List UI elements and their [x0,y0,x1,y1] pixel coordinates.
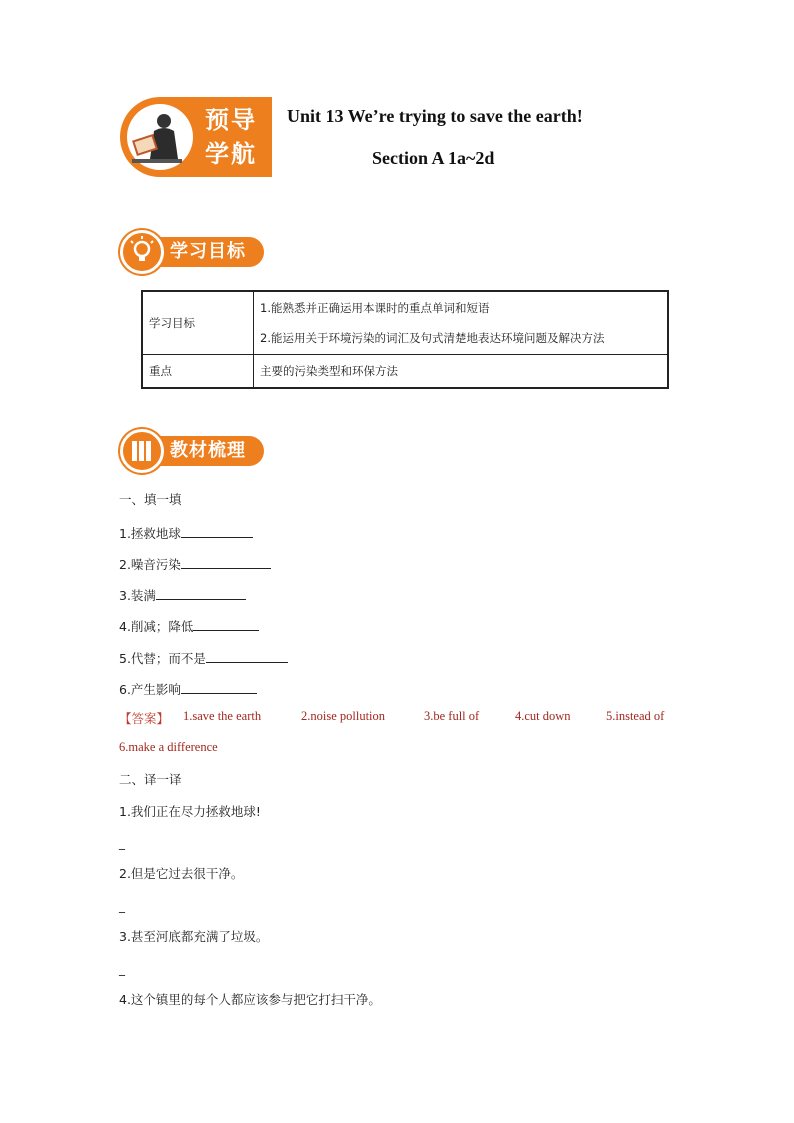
answer-text: 2.noise pollution [301,709,386,723]
answer-blank[interactable] [181,554,271,569]
unit-title: Unit 13 We’re trying to save the earth! [287,106,583,126]
row-label: 重点 [142,355,254,389]
goals-badge-label: 学习目标 [142,237,264,267]
part1-heading: 一、填一填 [119,492,182,507]
section-title: Section A 1a~2d [372,148,495,168]
unit-banner [120,97,272,177]
answer-line [119,709,169,727]
fill-item: 2.噪音污染 [119,554,271,573]
answer-blank[interactable]: _ [119,836,125,850]
answer-text: 3.be full of [424,709,480,723]
answer-text: 6.make a difference [119,740,218,754]
lightbulb-icon [120,230,164,274]
answer-blank[interactable] [206,648,288,663]
fill-item: 1.拯救地球 [119,523,253,542]
answer-blank[interactable] [193,616,259,631]
fill-item: 4.削减；降低 [119,616,259,635]
translate-item: 1.我们正在尽力拯救地球! [119,804,261,819]
row-content: 主要的污染类型和环保方法 [254,355,669,389]
fill-item: 5.代替；而不是 [119,648,288,667]
badge-char: 预 [205,106,231,134]
objectives-table [141,290,669,389]
answer-blank[interactable] [156,585,246,600]
badge-char: 学 [205,140,231,168]
badge-char: 航 [231,140,257,168]
fill-item: 3.装满 [119,585,246,604]
badge-char: 导 [231,106,257,134]
part2-heading: 二、译一译 [119,772,182,787]
row-content [254,291,669,355]
answer-text: 4.cut down [515,709,571,723]
answer-text: 5.instead of [606,709,665,723]
answer-blank[interactable]: _ [119,899,125,913]
materials-badge-label: 教材梳理 [142,436,264,466]
materials-section-badge [120,429,270,473]
answer-blank[interactable] [181,679,257,694]
goals-section-badge [120,230,270,274]
answer-label: 【答案】 [119,711,170,726]
row-label: 学习目标 [142,291,254,355]
answer-blank[interactable] [181,523,253,538]
books-icon [120,429,164,473]
answer-blank[interactable]: _ [119,962,125,976]
translate-item: 4.这个镇里的每个人都应该参与把它打扫干净。 [119,992,381,1007]
objective-item: 1.能熟悉并正确运用本课时的重点单词和短语 [260,301,490,315]
table-row [142,291,668,355]
translate-item: 3.甚至河底都充满了垃圾。 [119,929,269,944]
fill-item: 6.产生影响 [119,679,257,698]
objective-item: 2.能运用关于环境污染的词汇及句式清楚地表达环境问题及解决方法 [260,331,605,345]
translate-item: 2.但是它过去很干净。 [119,866,244,881]
table-row [142,355,668,389]
answer-text: 1.save the earth [183,709,262,723]
